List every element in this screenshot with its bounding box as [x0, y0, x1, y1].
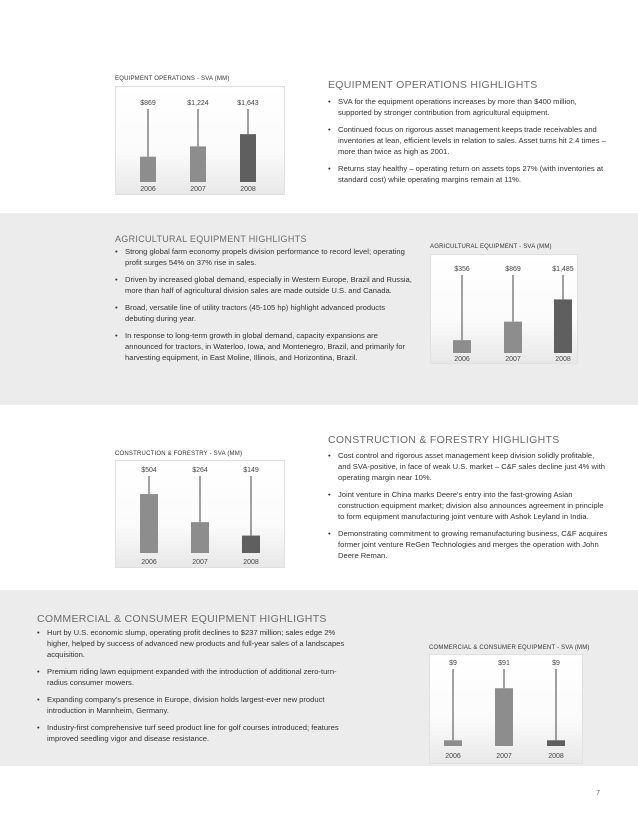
bar-value-label: $91 [498, 660, 510, 667]
equipment-operations-bullets [328, 96, 608, 191]
agricultural-chart-svg [431, 255, 579, 365]
category-tick-label: 2006 [445, 753, 461, 760]
category-tick-label: 2006 [140, 186, 156, 193]
commercial-bullets [37, 627, 347, 750]
category-tick-label: 2006 [454, 356, 470, 363]
bullet-item: • Strong global farm economy propels division performance to record level; operating profit surges 54% on 37% rise in sales. [115, 246, 415, 268]
bullet-item: • Hurt by U.S. economic slump, operating profit declines to $237 million; sales edge 2% higher, helped by success of advanced new products and full-year sales of a landscapes acquisition. [37, 627, 347, 660]
category-tick-label: 2006 [141, 559, 157, 566]
bar-value-label: $356 [454, 266, 470, 273]
agricultural-chart-title: AGRICULTURAL EQUIPMENT - SVA (MM) [430, 244, 552, 250]
bar-2007 [495, 688, 513, 746]
bar-2008 [240, 134, 256, 182]
construction-highlights-title: CONSTRUCTION & FORESTRY HIGHLIGHTS [328, 434, 560, 446]
bullet-item: • Cost control and rigorous asset management keep division solidly profitable, and SVA-positive, in face of weak U.S. market – C&F sales decline just 4% with operating margin near 10%. [328, 450, 608, 483]
commercial-highlights-title: COMMERCIAL & CONSUMER EQUIPMENT HIGHLIGHTS [37, 613, 327, 625]
bar-value-label: $1,643 [237, 100, 259, 107]
bullet-item: • Continued focus on rigorous asset management keeps trade receivables and inventories at lean, efficient levels in relation to sales. Asset turns hit 2.4 times – more than twice as high as 2001. [328, 124, 608, 157]
bar-value-label: $869 [505, 266, 521, 273]
bar-value-label: $9 [449, 660, 457, 667]
bullet-item: • Broad, versatile line of utility tractors (45-105 hp) highlight advanced products debuting during year. [115, 302, 415, 324]
category-tick-label: 2008 [555, 356, 571, 363]
bullet-item: • Driven by increased global demand, especially in Western Europe, Brazil and Russia, more than half of agricultural division sales are made outside U.S. and Canada. [115, 274, 415, 296]
bar-2008 [547, 740, 565, 746]
agricultural-chart [430, 254, 578, 364]
bar-2008 [554, 299, 572, 353]
equipment-operations-chart-title: EQUIPMENT OPERATIONS - SVA (MM) [115, 76, 230, 82]
page-number: 7 [596, 790, 600, 797]
bullet-item: • Premium riding lawn equipment expanded with the introduction of additional zero-turn-radius consumer mowers. [37, 666, 347, 688]
bar-2006 [140, 494, 158, 553]
bar-value-label: $1,485 [552, 266, 574, 273]
equipment-operations-chart [115, 86, 285, 195]
construction-chart-svg [116, 461, 286, 569]
category-tick-label: 2008 [240, 186, 256, 193]
construction-chart [115, 460, 285, 568]
construction-chart-title: CONSTRUCTION & FORESTRY - SVA (MM) [115, 451, 243, 457]
bar-2008 [242, 536, 260, 553]
bullet-item: • Industry-first comprehensive turf seed product line for golf courses introduced; features improved seedling vigor and disease resistance. [37, 722, 347, 744]
bar-value-label: $149 [243, 467, 259, 474]
commercial-chart-svg [430, 655, 584, 765]
category-tick-label: 2008 [243, 559, 259, 566]
bar-value-label: $504 [141, 467, 157, 474]
category-tick-label: 2007 [505, 356, 521, 363]
bar-value-label: $869 [140, 100, 156, 107]
category-tick-label: 2007 [496, 753, 512, 760]
bar-2006 [140, 157, 156, 182]
bullet-item: • Demonstrating commitment to growing remanufacturing business, C&F acquires former joint venture ReGen Technologies and merges the operation with John Deere Reman. [328, 528, 608, 561]
commercial-chart-title: COMMERCIAL & CONSUMER EQUIPMENT - SVA (MM) [429, 645, 590, 651]
bar-2007 [504, 322, 522, 353]
bar-2006 [444, 740, 462, 746]
agricultural-bullets [115, 246, 415, 369]
bar-2007 [190, 146, 206, 182]
bullet-item: • Returns stay healthy – operating return on assets tops 27% (with inventories at standard cost) while operating margins remain at 11%. [328, 163, 608, 185]
commercial-chart [429, 654, 583, 764]
bar-value-label: $1,224 [187, 100, 209, 107]
equipment-operations-chart-svg [116, 87, 286, 196]
bar-value-label: $264 [192, 467, 208, 474]
bullet-item: • Joint venture in China marks Deere's entry into the fast-growing Asian construction equipment market; division also announces agreement in principle to form equipment manufacturing joint venture with Ashok Leyland in India. [328, 489, 608, 522]
bar-value-label: $9 [552, 660, 560, 667]
category-tick-label: 2007 [192, 559, 208, 566]
category-tick-label: 2008 [548, 753, 564, 760]
bullet-item: • SVA for the equipment operations increases by more than $400 million, supported by stronger contribution from agricultural equipment. [328, 96, 608, 118]
equipment-operations-highlights-title: EQUIPMENT OPERATIONS HIGHLIGHTS [328, 79, 538, 91]
construction-bullets [328, 450, 608, 567]
bar-2006 [453, 340, 471, 353]
bar-2007 [191, 522, 209, 553]
bullet-item: • Expanding company's presence in Europe, division holds largest-ever new product introduction in Mannheim, Germany. [37, 694, 347, 716]
agricultural-highlights-title: AGRICULTURAL EQUIPMENT HIGHLIGHTS [115, 234, 307, 244]
category-tick-label: 2007 [190, 186, 206, 193]
bullet-item: • In response to long-term growth in global demand, capacity expansions are announced for tractors, in Waterloo, Iowa, and Montenegro, Brazil, and primarily for harvesting equipment, in East Moline, Illinois, and Horizontina, Brazil. [115, 330, 415, 363]
